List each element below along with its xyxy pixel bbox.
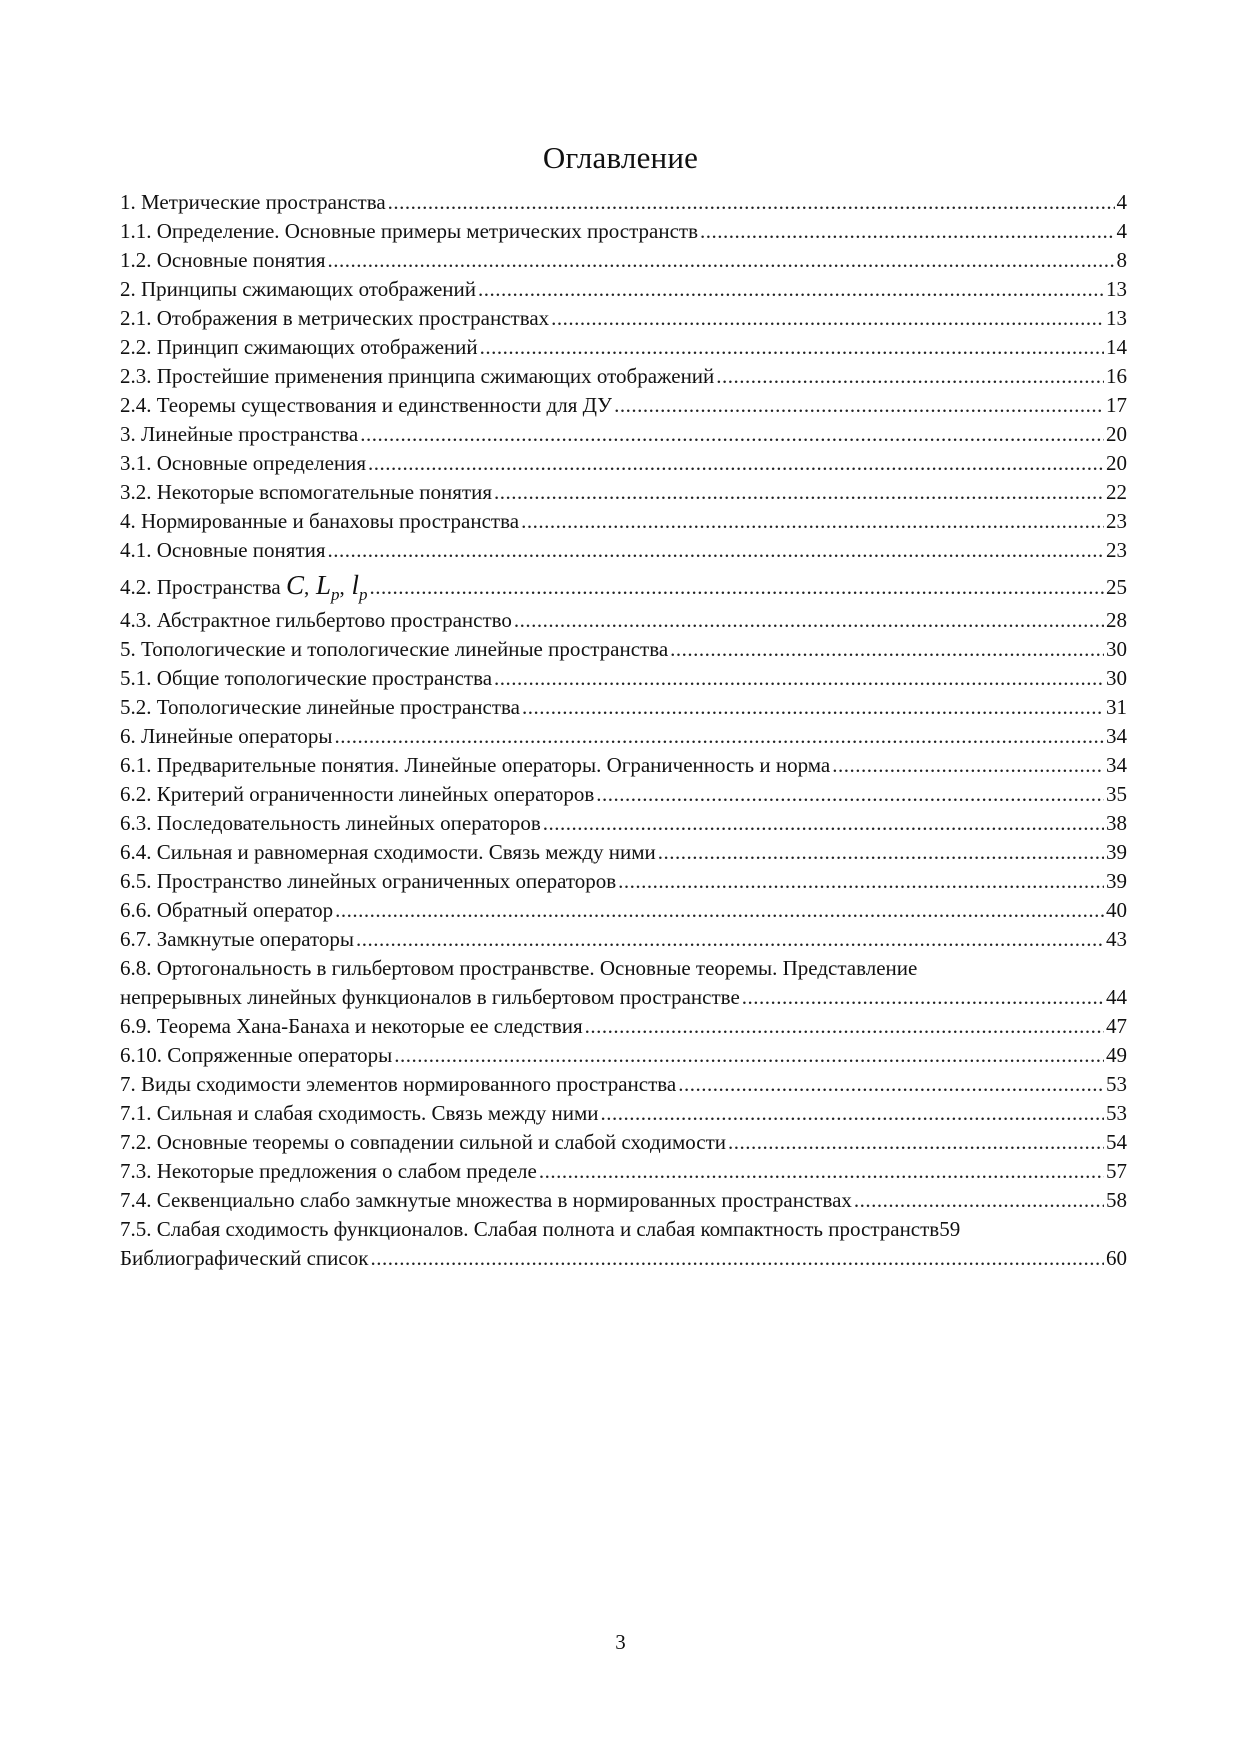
dot-leader: [514, 606, 1104, 635]
dot-leader: [368, 449, 1104, 478]
toc-entry[interactable]: [120, 1215, 1127, 1244]
toc-entry-title: 3. Линейные пространства: [120, 422, 359, 446]
toc-entry-title: 4.1. Основные понятия: [120, 538, 326, 562]
toc-entry-page: 58: [1106, 1188, 1127, 1212]
toc-entry-title: 7. Виды сходимости элементов нормированного пространства: [120, 1072, 677, 1096]
toc-entry-title: 6. Линейные операторы: [120, 724, 333, 748]
dot-leader: [494, 664, 1104, 693]
dot-leader: [658, 838, 1104, 867]
dot-leader: [356, 925, 1104, 954]
toc-entry-title: 7.3. Некоторые предложения о слабом пределе: [120, 1159, 537, 1183]
toc-entry[interactable]: [120, 333, 1127, 362]
toc-entry-page: 57: [1106, 1159, 1127, 1183]
toc-entry-title: 6.8. Ортогональность в гильбертовом пространвстве. Основные теоремы. Представление: [120, 956, 918, 980]
toc-entry[interactable]: [120, 1157, 1127, 1186]
toc-entry-page: 44: [1106, 985, 1127, 1009]
dot-leader: [700, 217, 1115, 246]
toc-entry-title: 5.1. Общие топологические пространства: [120, 666, 493, 690]
formula-subscript: p: [331, 585, 340, 604]
page-number: 3: [615, 1630, 626, 1654]
toc-entry-continuation: [120, 983, 1127, 1012]
dot-leader: [600, 1099, 1104, 1128]
toc-entry-page: 22: [1106, 480, 1127, 504]
toc-entry-title: 2.1. Отображения в метрических пространствах: [120, 306, 550, 330]
dot-leader: [494, 478, 1104, 507]
dot-leader: [596, 780, 1104, 809]
toc-entry[interactable]: [120, 751, 1127, 780]
toc-entry-page: 13: [1106, 306, 1127, 330]
toc-entry-title: 7.2. Основные теоремы о совпадении сильной и слабой сходимости: [120, 1130, 727, 1154]
dot-leader: [585, 1012, 1104, 1041]
toc-entry-page: 34: [1106, 753, 1127, 777]
toc-entry-title: 6.5. Пространство линейных ограниченных операторов: [120, 869, 617, 893]
dot-leader: [670, 635, 1104, 664]
page-title: Оглавление: [542, 140, 699, 175]
toc-entry-page: 13: [1106, 277, 1127, 301]
toc-entry-page: 23: [1106, 538, 1127, 562]
toc-entry[interactable]: [120, 217, 1127, 246]
toc-entry-page: 38: [1106, 811, 1127, 835]
dot-leader: [543, 809, 1104, 838]
dot-leader: [521, 507, 1104, 536]
toc-entry[interactable]: [120, 478, 1127, 507]
toc-entry[interactable]: [120, 809, 1127, 838]
toc-entry-title: [120, 565, 368, 608]
formula-symbol-l-cap: L: [315, 570, 332, 600]
toc-entry[interactable]: [120, 606, 1127, 635]
toc-entry-title: 2.2. Принцип сжимающих отображений: [120, 335, 478, 359]
toc-entry[interactable]: [120, 1186, 1127, 1215]
toc-entry-title: 4. Нормированные и банаховы пространства: [120, 509, 520, 533]
toc-entry-title: 6.9. Теорема Хана-Банаха и некоторые ее следствия: [120, 1014, 583, 1038]
dot-leader: [335, 722, 1104, 751]
toc-entry-title: 5.2. Топологические линейные пространства: [120, 695, 520, 719]
toc-entry[interactable]: [120, 1099, 1127, 1128]
toc-entry-page: 28: [1106, 608, 1127, 632]
toc-entry-page: 53: [1106, 1101, 1127, 1125]
toc-entry[interactable]: [120, 362, 1127, 391]
dot-leader: [478, 275, 1104, 304]
dot-leader: [618, 867, 1104, 896]
toc-entry-title: 1.2. Основные понятия: [120, 248, 326, 272]
toc-entry-page: 49: [1106, 1043, 1127, 1067]
toc-entry-page: 53: [1106, 1072, 1127, 1096]
dot-leader: [328, 536, 1104, 565]
dot-leader: [328, 246, 1115, 275]
toc-entry-page: 23: [1106, 509, 1127, 533]
dot-leader: [551, 304, 1104, 333]
dot-leader: [614, 391, 1104, 420]
toc-entry-page: 8: [1116, 248, 1127, 272]
dot-leader: [370, 1244, 1104, 1273]
toc-entry[interactable]: [120, 304, 1127, 333]
toc-entry-title-text: 4.2. Пространства: [120, 575, 281, 599]
table-of-contents: [120, 188, 1127, 1273]
dot-leader: [832, 751, 1104, 780]
toc-entry[interactable]: [120, 780, 1127, 809]
toc-entry-page: 31: [1106, 695, 1127, 719]
toc-entry-page: 20: [1106, 451, 1127, 475]
toc-entry[interactable]: [120, 275, 1127, 304]
toc-entry[interactable]: [120, 867, 1127, 896]
toc-entry-title: 3.2. Некоторые вспомогательные понятия: [120, 480, 492, 504]
toc-entry-page: 30: [1106, 637, 1127, 661]
toc-entry[interactable]: [120, 246, 1127, 275]
dot-leader: [388, 188, 1115, 217]
toc-entry-page: 39: [1106, 869, 1127, 893]
toc-entry-title: 5. Топологические и топологические линейные пространства: [120, 637, 669, 661]
toc-entry-title: 2. Принципы сжимающих отображений: [120, 277, 476, 301]
toc-entry-page: 20: [1106, 422, 1127, 446]
dot-leader: [394, 1041, 1104, 1070]
dot-leader: [716, 362, 1104, 391]
formula-symbol-l-small: l: [351, 570, 360, 600]
toc-entry[interactable]: [120, 722, 1127, 751]
dot-leader: [370, 567, 1104, 608]
toc-entry-page: 47: [1106, 1014, 1127, 1038]
toc-entry[interactable]: [120, 664, 1127, 693]
toc-entry[interactable]: [120, 1012, 1127, 1041]
toc-entry-page: 4: [1116, 190, 1127, 214]
toc-entry[interactable]: [120, 420, 1127, 449]
toc-entry-page: 17: [1106, 393, 1127, 417]
toc-entry-page: 16: [1106, 364, 1127, 388]
toc-entry-page: 30: [1106, 666, 1127, 690]
toc-entry[interactable]: [120, 954, 1127, 1012]
toc-entry-title: 7.4. Секвенциально слабо замкнутые множества в нормированных пространствах: [120, 1188, 852, 1212]
formula-symbol-c: C: [285, 570, 304, 600]
toc-entry-title: 7.1. Сильная и слабая сходимость. Связь между ними: [120, 1101, 599, 1125]
toc-entry-title: 3.1. Основные определения: [120, 451, 367, 475]
toc-entry-page: 14: [1106, 335, 1127, 359]
toc-entry-page: 35: [1106, 782, 1127, 806]
toc-entry-title: 4.3. Абстрактное гильбертово пространство: [120, 608, 512, 632]
toc-entry[interactable]: [120, 391, 1127, 420]
toc-entry-page: 59: [939, 1217, 961, 1241]
toc-entry-title: 6.7. Замкнутые операторы: [120, 927, 355, 951]
toc-entry[interactable]: [120, 188, 1127, 217]
toc-entry-title: 6.3. Последовательность линейных операторов: [120, 811, 541, 835]
dot-leader: [728, 1128, 1104, 1157]
toc-entry-title: 6.6. Обратный оператор: [120, 898, 334, 922]
toc-entry[interactable]: [120, 1244, 1127, 1273]
dot-leader: [360, 420, 1104, 449]
toc-entry[interactable]: [120, 449, 1127, 478]
toc-entry[interactable]: [120, 635, 1127, 664]
dot-leader: [480, 333, 1104, 362]
dot-leader: [335, 896, 1104, 925]
dot-leader: [742, 983, 1104, 1012]
toc-entry-page: 39: [1106, 840, 1127, 864]
toc-entry[interactable]: [120, 1041, 1127, 1070]
toc-entry[interactable]: [120, 536, 1127, 565]
toc-entry[interactable]: [120, 838, 1127, 867]
formula-spaces: [285, 570, 368, 604]
toc-entry-title: 7.5. Слабая сходимость функционалов. Слабая полнота и слабая компактность пространств: [120, 1217, 940, 1241]
dot-leader: [854, 1186, 1104, 1215]
toc-entry-title: 6.2. Критерий ограниченности линейных операторов: [120, 782, 595, 806]
dot-leader: [522, 693, 1104, 722]
toc-entry-page: 43: [1106, 927, 1127, 951]
formula-separator: ,: [303, 575, 310, 599]
toc-entry[interactable]: [120, 925, 1127, 954]
dot-leader: [678, 1070, 1104, 1099]
toc-entry[interactable]: [120, 1128, 1127, 1157]
toc-entry-title: 1.1. Определение. Основные примеры метрических пространств: [120, 219, 698, 243]
toc-entry-title: Библиографический список: [120, 1246, 369, 1270]
toc-entry[interactable]: [120, 507, 1127, 536]
toc-entry[interactable]: [120, 1070, 1127, 1099]
toc-entry-page: 60: [1106, 1246, 1127, 1270]
dot-leader: [539, 1157, 1104, 1186]
toc-entry-title-line2: непрерывных линейных функционалов в гильбертовом пространстве: [120, 985, 740, 1009]
toc-entry-title: 6.1. Предварительные понятия. Линейные операторы. Ограниченность и норма: [120, 753, 831, 777]
formula-separator: ,: [339, 575, 345, 599]
toc-entry-page: 25: [1106, 575, 1127, 599]
toc-entry-page: 4: [1116, 219, 1127, 243]
toc-entry[interactable]: [120, 693, 1127, 722]
toc-entry-title: 6.4. Сильная и равномерная сходимости. Связь между ними: [120, 840, 656, 864]
toc-entry[interactable]: [120, 565, 1127, 606]
toc-entry[interactable]: [120, 896, 1127, 925]
formula-subscript: p: [359, 585, 368, 604]
toc-entry-title: 2.4. Теоремы существования и единственности для ДУ: [120, 393, 613, 417]
toc-entry-page: 54: [1106, 1130, 1127, 1154]
toc-entry-title: 1. Метрические пространства: [120, 190, 386, 214]
toc-entry-page: 34: [1106, 724, 1127, 748]
toc-entry-page: 40: [1106, 898, 1127, 922]
toc-entry-title: 2.3. Простейшие применения принципа сжимающих отображений: [120, 364, 715, 388]
toc-entry-title: 6.10. Сопряженные операторы: [120, 1043, 393, 1067]
